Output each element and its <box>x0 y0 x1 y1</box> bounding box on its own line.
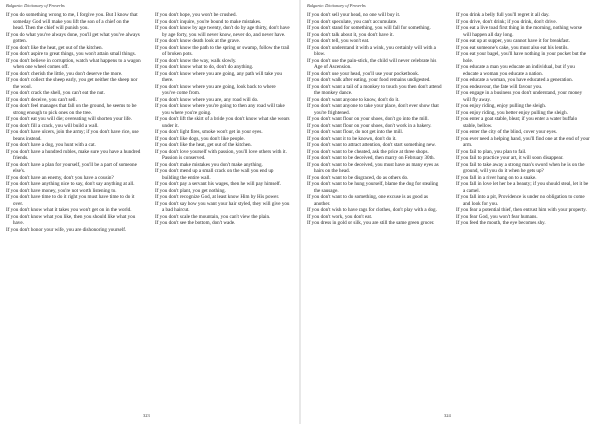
proverb-entry: If you don't pay a servant his wages, then he will pay himself. <box>155 181 281 187</box>
proverb-entry: If you don't say how you want your hair styled, they will give you a bad haircut. <box>155 200 290 213</box>
proverb-entry: If you don't collect the sheep early, you get neither the sheep nor the wool. <box>6 77 138 90</box>
proverb-entry: If you don't make mistakes you don't make anything. <box>155 161 263 168</box>
proverb-entry: If you don't deceive, you can't sell. <box>6 96 77 103</box>
proverb-entry: If you feed the mouth, the eye becomes shy. <box>456 220 546 226</box>
proverb-entry: If you don't lift the skirt of a bride you don't know what she wears under it. <box>155 116 290 129</box>
proverb-entry: If you don't know the path to the spring or swamp, follow the trail of broken pots. <box>155 44 290 57</box>
page-number: 323 <box>143 413 150 418</box>
proverb-entry: If you don't mend up a small crack on the wall you end up building the entire wall. <box>155 168 274 181</box>
proverb-entry: If you don't want to be disgraced, do as others do. <box>307 174 409 181</box>
proverb-entry: If you don't have ulcers, join the army; if you don't have rice, use beans instead. <box>6 129 139 142</box>
proverb-entry: If you don't want a tail of a monkey to touch you then don't attend the monkey dance. <box>307 83 442 96</box>
proverb-entry: If you don't know the way, walk slowly. <box>155 57 237 64</box>
proverb-entry: If you don't have an enemy, don't you have a cousin? <box>6 174 114 181</box>
proverb-entry: If you ever need a helping hand, you'll find one at the end of your arm. <box>456 135 590 148</box>
proverb-entry: If you don't wish to have rags for clothes, don't play with a dog. <box>307 207 437 213</box>
proverb-entry: If you fail to plan, you plan to fail. <box>456 148 527 155</box>
proverb-entry: If you don't work, you don't eat. <box>307 213 373 220</box>
proverb-entry: If you don't want to be deceived, then marry on February 30th. <box>307 155 435 161</box>
proverb-entry: If you eat up at supper, you cannot have it for breakfast. <box>456 38 570 44</box>
left-page <box>0 0 299 424</box>
proverb-entry: If you don't talk about it, you don't have it. <box>307 31 394 38</box>
page-header: Bulgaria: Dictionary of Proverbs <box>307 3 366 8</box>
proverb-entry: If you don't like the heat, get out of the kitchen. <box>155 142 252 148</box>
proverb-entry: If you don't want flour on your shoes, don't work in a bakery. <box>307 122 432 129</box>
proverb-entry: If you don't want anyone to take your place, don't ever show that you're frightened. <box>307 103 439 116</box>
page-header: Bulgaria: Dictionary of Proverbs <box>6 3 65 8</box>
proverb-entry: If you enjoy riding, you better enjoy pulling the sleigh. <box>456 109 568 116</box>
proverb-entry: If you don't inquire, you're bound to make mistakes. <box>155 18 262 25</box>
proverb-entry: If you dress in gold or silk, you are still the same green grocer. <box>307 220 435 226</box>
proverb-entry: If you endeavour, the fate will favour you. <box>456 83 543 90</box>
proverb-entry: If you don't know where you are, any road will do. <box>155 96 259 103</box>
proverb-entry: If you don't have a hundred rubles, make sure you have a hundred friends. <box>6 148 141 161</box>
proverb-entry: If you don't want to be deceived, you must have as many eyes as hairs on the head. <box>307 161 439 174</box>
proverb-entry: If you don't aspire to great things, you won't attain small things. <box>6 51 136 57</box>
proverb-entry: If you don't know death look at the grave. <box>155 38 241 44</box>
proverb-entry: If you don't use your head, you'll use your pocketbook. <box>307 70 420 77</box>
proverb-entry: If you don't see the bottom, don't wade. <box>155 220 236 226</box>
proverb-entry: If you don't have a plan for yourself, you'll be a part of someone else's. <box>6 161 137 174</box>
proverb-entry: If you educate a woman, you have educated a generation. <box>456 77 573 83</box>
proverb-entry: If you fall in love let her be a beauty; if you should steal, let it be a camel. <box>456 181 589 194</box>
proverb-entry: If you don't like dogs, you don't like people. <box>155 135 245 142</box>
proverb-entry: If you don't understand it with a wink, you certainly will with a blow. <box>307 44 436 57</box>
proverb-entry: If you don't stand for something, you will fall for something. <box>307 25 431 31</box>
proverb-entry: If you do what you've always done, you'll get what you've always gotten. <box>6 31 140 44</box>
proverb-entry: If you don't want to be cheated, ask the price at three shops. <box>307 148 429 155</box>
proverb-entry: If you drink a belly full you'll regret it all day. <box>456 12 550 18</box>
proverb-entry: If you engage in a business you don't understand, your money will fly away. <box>456 90 583 103</box>
proverb-entry: If you don't want to attract attention, don't start something new. <box>307 142 436 148</box>
column-left <box>6 12 141 233</box>
proverb-entry: If you don't speculate, you can't accumulate. <box>307 18 398 25</box>
proverb-entry: If you don't know what it takes you won't get on in the world. <box>6 207 132 213</box>
proverb-entry: If you don't hope, you won't be crushed. <box>155 12 237 18</box>
proverb-entry: If you don't have a dog, you hunt with a cat. <box>6 142 96 148</box>
proverb-entry: If you fear a potential thief, then entrust him with your property. <box>456 207 587 213</box>
proverb-entry: If you don't fill a crack, you will build a wall. <box>6 122 99 129</box>
proverb-entry: If you don't plant, you get nothing. <box>155 187 226 194</box>
column-right <box>155 12 290 227</box>
proverb-entry: If you don't know where you are going, look back to where you've come from. <box>155 83 276 96</box>
proverb-entry: If you educate a man you educate an individual, but if you educate a woman you educate a nation. <box>456 64 575 77</box>
proverb-entry: If you don't believe in corruption, watch what happens to a wagon when one wheel comes off. <box>6 57 141 70</box>
proverb-entry: If you don't eat you will die; overeating will shorten your life. <box>6 116 132 122</box>
proverb-entry: If you don't love yourself with passion, you'll love others with it. Passion is conserved. <box>155 148 287 161</box>
proverb-entry: If you don't walk after eating, your food remains undigested. <box>307 77 431 83</box>
proverb-entry: If you enter the city of the blind, cover your eyes. <box>456 129 557 135</box>
proverb-entry: If you fall into a pit, Providence is under no obligation to come and look for you. <box>456 194 585 207</box>
proverb-entry: If you don't have money, you're not worth listening to. <box>6 187 117 194</box>
proverb-entry: If you drive, don't drink; if you drink, don't drive. <box>456 18 557 25</box>
proverb-entry: If you fail to practice your art, it will soon disappear. <box>456 155 564 161</box>
proverb-entry: If you don't feel manages that fall on the ground, he seems to be strong enough to pick ones on the tree. <box>6 103 137 116</box>
proverb-entry: If you don't want anyone to know, don't do it. <box>307 96 400 103</box>
proverb-entry: If you don't honor your wife, you are dishonoring yourself. <box>6 226 127 233</box>
proverb-entry: If you don't know what to do, don't do anything. <box>155 64 254 70</box>
proverb-entry: If you don't want flour, do not get into the mill. <box>307 129 404 135</box>
column-right <box>456 12 591 227</box>
proverb-entry: If you don't tell, you won't eat. <box>307 38 370 44</box>
proverb-entry: If you don't know by age twenty, don't do by age thirty, don't have by age forty, you will never know, never do, and never have. <box>155 25 290 38</box>
proverb-entry: If you don't light fires, smoke won't get in your eyes. <box>155 129 263 135</box>
proverb-entry: If you enjoy riding, enjoy pulling the sleigh. <box>456 103 547 109</box>
proverb-entry: If you fail to take away a strong man's sword when he is on the ground, will you do it when he gets up? <box>456 161 585 174</box>
proverb-entry: If you eat someone's cake, you must also eat his lentils. <box>456 44 569 51</box>
proverb-entry: If you don't know where you are going, any path will take you there. <box>155 70 282 83</box>
proverb-entry: If you don't have anything nice to say, don't say anything at all. <box>6 181 135 187</box>
proverb-entry: If you don't like the heat, get out of the kitchen. <box>6 44 103 51</box>
proverb-entry: If you don't scale the mountain, you can't view the plain. <box>155 213 271 220</box>
proverb-entry: If you don't want to do something, one excuse is as good as another. <box>307 194 429 207</box>
proverb-entry: If you enter a goat stable, bleat; if you enter a water buffalo stable, bellow. <box>456 116 578 129</box>
proverb-entry: If you don't want to be hung yourself, blame the dog for stealing the sausage. <box>307 181 439 194</box>
page-number: 324 <box>444 413 451 418</box>
proverb-entry: If you don't cherish the little, you don't deserve the more. <box>6 70 123 77</box>
proverb-entry: If you don't sell your head, no one will buy it. <box>307 12 401 18</box>
column-left <box>307 12 442 227</box>
proverb-entry: If you don't want it to be known, don't do it. <box>307 135 397 142</box>
proverb-entry: If you don't recognize God, at least know Him by His power. <box>155 194 280 200</box>
proverb-entry: If you eat a live toad first thing in the morning, nothing worse will happen all day long. <box>456 25 583 38</box>
proverb-entry: If you do something wrong to me, I forgive you. But I know that someday God will make you lift the son of a chief on the head. Then the chief will punish you. <box>6 12 138 31</box>
proverb-entry: If you eat your bagel, you'll have nothing in your pocket but the hole. <box>456 51 587 64</box>
proverb-entry: If you fall in a river hang on to a snake. <box>456 174 537 181</box>
proverb-entry: If you don't know what you like, then you should like what you have. <box>6 213 136 226</box>
proverb-entry: If you don't use the pain-stick, the child will never celebrate his Age of Ascension. <box>307 57 437 70</box>
proverb-entry: If you don't know where you're going to then any road will take you where you're going. <box>155 103 285 116</box>
proverb-entry: If you fear God, you won't fear humans. <box>456 213 538 220</box>
proverb-entry: If you don't have time to do it right you must have time to do it over. <box>6 194 135 207</box>
proverb-entry: If you don't crack the shell, you can't eat the nut. <box>6 90 105 96</box>
right-page <box>301 0 600 424</box>
proverb-entry: If you don't want flour on your shoes, don't go into the mill. <box>307 116 429 122</box>
